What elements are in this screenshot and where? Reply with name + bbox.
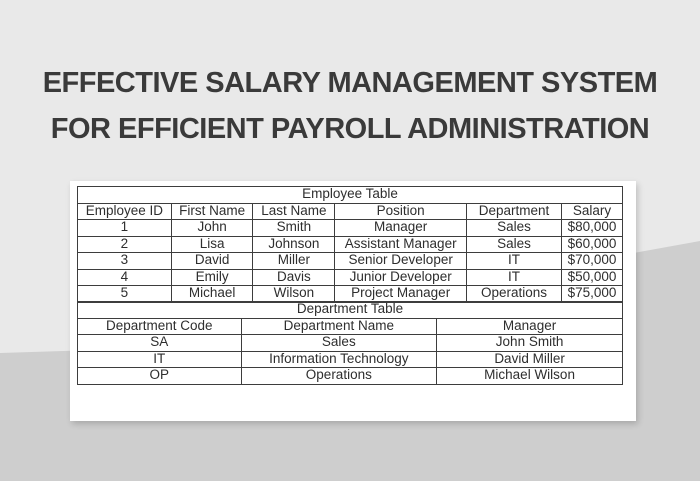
table-cell: Assistant Manager xyxy=(335,236,467,253)
table-cell: Wilson xyxy=(253,286,335,303)
department-table xyxy=(77,301,623,385)
table-cell: Miller xyxy=(253,253,335,270)
employee-row xyxy=(78,253,623,270)
department-row xyxy=(78,368,623,385)
table-cell: $50,000 xyxy=(561,269,622,286)
department-row xyxy=(78,351,623,368)
table-cell: IT xyxy=(467,253,562,270)
table-cell: 3 xyxy=(78,253,172,270)
department-table-header-row xyxy=(78,318,623,335)
table-cell: Emily xyxy=(171,269,253,286)
table-cell: Michael Wilson xyxy=(437,368,623,385)
table-cell: David Miller xyxy=(437,351,623,368)
table-cell: Sales xyxy=(241,335,437,352)
employee-row xyxy=(78,220,623,237)
employee-column-header: Department xyxy=(467,203,562,220)
table-cell: David xyxy=(171,253,253,270)
employee-column-header: Last Name xyxy=(253,203,335,220)
department-table-caption: Department Table xyxy=(78,302,623,319)
table-cell: Project Manager xyxy=(335,286,467,303)
employee-column-header: First Name xyxy=(171,203,253,220)
table-cell: IT xyxy=(467,269,562,286)
department-table-caption-row xyxy=(78,302,623,319)
employee-column-header: Salary xyxy=(561,203,622,220)
tables-card xyxy=(70,181,636,421)
table-cell: Junior Developer xyxy=(335,269,467,286)
table-cell: 2 xyxy=(78,236,172,253)
table-cell: John Smith xyxy=(437,335,623,352)
table-cell: 4 xyxy=(78,269,172,286)
table-cell: Smith xyxy=(253,220,335,237)
table-cell: Lisa xyxy=(171,236,253,253)
table-cell: Johnson xyxy=(253,236,335,253)
table-cell: $80,000 xyxy=(561,220,622,237)
employee-row xyxy=(78,286,623,303)
page-title xyxy=(0,60,700,152)
department-row xyxy=(78,335,623,352)
employee-table-caption: Employee Table xyxy=(78,187,623,204)
title-line-1: EFFECTIVE SALARY MANAGEMENT SYSTEM xyxy=(42,67,658,99)
employee-table-header-row xyxy=(78,203,623,220)
department-column-header: Manager xyxy=(437,318,623,335)
employee-column-header: Employee ID xyxy=(78,203,172,220)
department-column-header: Department Name xyxy=(241,318,437,335)
table-cell: Operations xyxy=(467,286,562,303)
table-cell: Davis xyxy=(253,269,335,286)
table-cell: Information Technology xyxy=(241,351,437,368)
employee-row xyxy=(78,269,623,286)
employee-column-header: Position xyxy=(335,203,467,220)
table-cell: Operations xyxy=(241,368,437,385)
table-cell: $75,000 xyxy=(561,286,622,303)
employee-row xyxy=(78,236,623,253)
table-cell: SA xyxy=(78,335,242,352)
department-column-header: Department Code xyxy=(78,318,242,335)
table-cell: Senior Developer xyxy=(335,253,467,270)
table-cell: Sales xyxy=(467,236,562,253)
title-line-2: FOR EFFICIENT PAYROLL ADMINISTRATION xyxy=(50,113,650,145)
table-cell: $70,000 xyxy=(561,253,622,270)
employee-table-caption-row xyxy=(78,187,623,204)
table-cell: $60,000 xyxy=(561,236,622,253)
table-cell: 5 xyxy=(78,286,172,303)
table-cell: IT xyxy=(78,351,242,368)
table-cell: OP xyxy=(78,368,242,385)
table-cell: Sales xyxy=(467,220,562,237)
table-cell: John xyxy=(171,220,253,237)
table-cell: 1 xyxy=(78,220,172,237)
table-cell: Manager xyxy=(335,220,467,237)
employee-table xyxy=(77,186,623,303)
table-cell: Michael xyxy=(171,286,253,303)
